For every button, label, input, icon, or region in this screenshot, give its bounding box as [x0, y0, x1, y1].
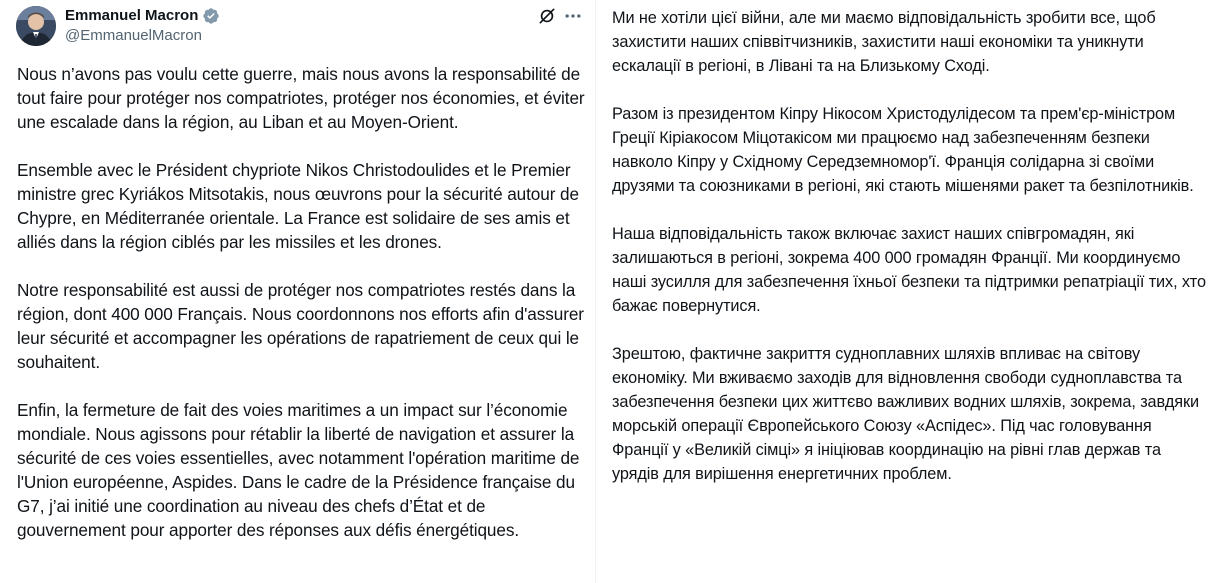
author-name-text[interactable]: Emmanuel Macron: [65, 7, 199, 24]
tweet-card: [0, 0, 596, 583]
avatar[interactable]: [16, 6, 56, 46]
tweet-paragraph: Ensemble avec le Président chypriote Nikos Christodoulides et le Premier ministre grec Kyriákos Mitsotakis, nous œuvrons pour la sécurité autour de Chypre, en Méditerranée orientale. La France est solidaire de ses amis et alliés dans la région ciblés par les missiles et les drones.: [17, 160, 579, 252]
tweet-text-ukrainian: [612, 6, 1212, 510]
tweet-paragraph: Nous n’avons pas voulu cette guerre, mais nous avons la responsabilité de tout faire pour protéger nos compatriotes, protéger nos économies, et éviter une escalade dans la région, au Liban et au Moyen-Orient.: [17, 64, 585, 132]
author-name[interactable]: [65, 6, 220, 26]
grok-icon[interactable]: [536, 5, 558, 27]
tweet-paragraph: Notre responsabilité est aussi de protéger nos compatriotes restés dans la région, dont 400 000 Français. Nous coordonnons nos efforts afin d'assurer leur sécurité et accompagner les opérations de rapatriement de ceux qui le souhaitent.: [17, 280, 584, 372]
translation-panel: [597, 0, 1218, 583]
tweet-text-french: [17, 62, 589, 566]
translation-paragraph: Разом із президентом Кіпру Нікосом Христодулідесом та прем'єр-міністром Греції Кіріакосом Міцотакісом ми працюємо над забезпеченням безпеки навколо Кіпру у Східному Середземномор'ї. Франція солідарна зі своїми друзями та союзниками в регіоні, які стають мішенями ракет та безпілотників.: [612, 105, 1194, 195]
verified-badge-icon: [202, 7, 220, 25]
translation-paragraph: Ми не хотіли цієї війни, але ми маємо відповідальність зробити все, щоб захистити наших співвітчизників, захистити наші економіки та уникнути ескалації в регіоні, в Лівані та на Близькому Сході.: [612, 9, 1156, 75]
tweet-paragraph: Enfin, la fermeture de fait des voies maritimes a un impact sur l’économie mondiale. Nous agissons pour rétablir la liberté de navigation et assurer la sécurité de ces voies essentielles, avec notamment l'opération maritime de l'Union européenne, Aspides. Dans le cadre de la Présidence française du G7, j’ai initié une coordination au niveau des chefs d’État et de gouvernement pour apporter des réponses aux défis énergétiques.: [17, 400, 580, 540]
translation-paragraph: Зрештою, фактичне закриття судноплавних шляхів впливає на світову економіку. Ми вживаємо заходів для відновлення свободи судноплавства та забезпечення безпеки цих життєво важливих водних шляхів, зокрема, завдяки морській операції Європейського Союзу «Аспідес». Під час головування Франції у «Великій сімці» я ініціював координацію на рівні глав держав та урядів для вирішення енергетичних проблем.: [612, 345, 1200, 483]
translation-paragraph: Наша відповідальність також включає захист наших співгромадян, які залишаються в регіоні, зокрема 400 000 громадян Франції. Ми координуємо наші зусилля для забезпечення їхньої безпеки та підтримки репатріації тих, хто бажає повернутися.: [612, 225, 1206, 315]
author-handle[interactable]: @EmmanuelMacron: [65, 27, 202, 44]
more-options-icon[interactable]: [562, 5, 584, 27]
